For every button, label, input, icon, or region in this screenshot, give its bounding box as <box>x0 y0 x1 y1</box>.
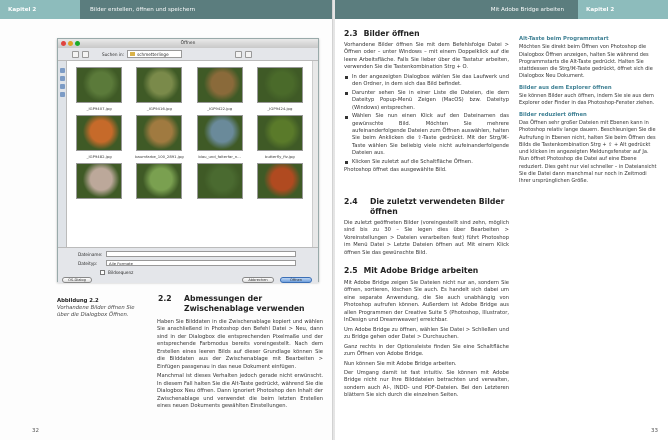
section-number: 2.4 <box>344 197 358 206</box>
thumbnail-caption: _IGP9407.jpg <box>86 106 112 111</box>
section-heading-2-3 <box>344 29 420 39</box>
filetype-row <box>78 260 296 266</box>
dialog-footer <box>58 247 318 283</box>
thumbnail-image <box>197 67 243 103</box>
thumbnail-image <box>136 115 182 151</box>
section-number: 2.3 <box>344 29 358 38</box>
paragraph: Ganz rechts in der Optionsleiste finden Sie eine Schaltfläche zum Öffnen von Adobe Bridge. <box>344 343 509 358</box>
thumbnail-image <box>136 67 182 103</box>
place-icon <box>60 68 65 73</box>
paragraph: Der Umgang damit ist fast intuitiv. Sie können mit Adobe Bridge nicht nur Ihre Bilddateien betrachten und verwalten, sondern auch AI-, INDD- und PDF-Dateien. Bei den Letzteren blättern Sie sich durch die einzelnen Seiten. <box>344 369 509 399</box>
folder-name: schmetterlinge <box>137 51 169 57</box>
running-title: Bilder erstellen, öffnen und speichern <box>80 0 333 19</box>
thumbnail-item <box>194 67 246 111</box>
sidebar-text: Möchten Sie direkt beim Öffnen von Photoshop die Dialogbox Öffnen anzeigen, halten Sie während des Programmstarts die Alt-Taste gedrückt. Halten Sie stattdessen die Strg/⌘-Taste gedrückt, öffnet sich die Dialogbox Neu Dokument. <box>519 44 653 80</box>
folder-icon <box>130 52 135 56</box>
body-text-2-3 <box>344 42 509 177</box>
filetype-select: Alle Formate <box>106 260 296 266</box>
thumbnail-item <box>73 67 125 111</box>
thumbnail-image <box>257 163 303 199</box>
sidebar-heading: Bilder aus dem Explorer öffnen <box>519 84 612 91</box>
thumbnail-caption: _IGP9416.jpg <box>146 106 172 111</box>
sidebar-text: Sie können Bilder auch öffnen, indem Sie sie aus dem Explorer oder Finder in das Photoshop-Fenster ziehen. <box>519 93 655 107</box>
page-number-right: 33 <box>651 428 658 434</box>
dialog-toolbar <box>58 48 318 61</box>
dialog-titlebar <box>58 39 318 48</box>
thumbnail-item <box>73 115 125 159</box>
os-dialog-button: OS-Dialog <box>62 277 92 283</box>
chapter-tab: Kapitel 2 <box>578 0 668 19</box>
sidebar-heading: Bilder reduziert öffnen <box>519 111 587 118</box>
new-folder-icon <box>245 51 252 58</box>
look-in-label: Suchen in: <box>102 51 125 57</box>
dialog-body <box>58 61 318 247</box>
filetype-label: Dateityp: <box>78 260 98 266</box>
thumbnail-item <box>194 115 246 159</box>
close-dot-icon <box>61 41 66 46</box>
places-sidebar <box>58 61 67 247</box>
thumbnail-image <box>197 163 243 199</box>
checkbox-box <box>100 270 105 275</box>
chapter-tab: Kapitel 2 <box>0 0 80 19</box>
section-heading-2-2 <box>158 294 323 314</box>
thumbnail-caption: blau_und_falterfar_n... <box>198 154 241 159</box>
bullet-item: Darunter sehen Sie in einer Liste die Dateien, die dem Dateityp Popup-Menü Zeigen (MacOS) bzw. Dateityp (Windows) entsprechen. <box>344 90 509 112</box>
bullet-item: Wählen Sie nun einen Klick auf den Dateinamen das gewünschte Bild. Möchten Sie mehrere aufeinanderfolgende Dateien zum Öffnen auswählen, halten Sie beim Anklicken die ⇧-Taste gedrückt. Mit der Strg/⌘-Taste wählen Sie beliebig viele nicht aufeinanderfolgende Dateien aus. <box>344 113 509 158</box>
bullet-list <box>344 74 509 166</box>
thumbnail-image <box>76 115 122 151</box>
paragraph: Nun können Sie mit Adobe Bridge arbeiten. <box>344 360 457 367</box>
thumbnail-caption: butterfly_fiv.jpg <box>265 154 295 159</box>
paragraph: Haben Sie Bilddaten in die Zwischenablage kopiert und wählen Sie anschließend in Photoshop den Befehl Datei > Neu, dann sind in der Dialogbox die entsprechenden Pixelmaße und der entsprechende Farbmodus bereits voreingestellt. Nach dem Erstellen eines leeren Bilds auf dieser Grundlage können Sie die Bilddaten aus der Zwischenablage mit Bearbeiten > Einfügen passgenau in das neue Dokument einfügen. <box>157 319 323 370</box>
margin-sidebar <box>519 32 657 190</box>
dialog-title: Öffnen <box>180 41 196 46</box>
thumbnail-caption: baumfarbe_100_2891.jpg <box>135 154 184 159</box>
page-number-left: 32 <box>32 428 39 434</box>
paragraph: Die zuletzt geöffneten Bilder (voreingestellt sind zehn, möglich sind bis zu 30 – Sie legen dies über Bearbeiten > Voreinstellungen > Dateien verarbeiten fest) führt Photoshop im Menü Datei > Letzte Dateien öffnen auf. Mit einem Klick öffnen Sie das gewünschte Bild. <box>344 220 509 256</box>
left-header <box>0 0 333 19</box>
section-number: 2.2 <box>158 294 172 303</box>
body-text-left <box>157 319 323 412</box>
paragraph: Photoshop öffnet das ausgewählte Bild. <box>344 167 447 174</box>
thumbnail-image <box>76 163 122 199</box>
thumbnail-grid <box>67 61 312 247</box>
window-controls <box>61 41 80 46</box>
sequence-checkbox <box>100 270 133 275</box>
figure-caption <box>57 298 145 318</box>
section-title: Abmessungen der Zwischenablage verwenden <box>184 294 305 313</box>
cancel-button: Abbrechen <box>242 277 274 283</box>
figure-caption-text: Vorhandene Bilder öffnen Sie über die Dialogbox Öffnen. <box>57 304 135 318</box>
filename-row <box>78 251 296 257</box>
paragraph: Mit Adobe Bridge zeigen Sie Dateien nicht nur an, sondern Sie öffnen, sortieren, löschen Sie auch. Es handelt sich dabei um eine separate Anwendung, die Sie auch unabhängig von Photoshop aufrufen können. Außerdem ist Adobe Bridge aus allen Programmen der Creative Suite 5 (Photoshop, Illustrator, InDesign und Dreamweaver) erreichbar. <box>344 280 509 324</box>
zoom-dot-icon <box>75 41 80 46</box>
section-heading-2-4 <box>344 197 514 217</box>
minimize-dot-icon <box>68 41 73 46</box>
thumbnail-image <box>197 115 243 151</box>
thumbnail-item <box>133 67 185 111</box>
filename-input <box>106 251 296 257</box>
section-number: 2.5 <box>344 266 358 275</box>
sequence-label: Bildsequenz <box>108 270 134 275</box>
thumbnail-item <box>254 163 306 202</box>
open-dialog-screenshot <box>57 38 319 282</box>
figure-label: Abbildung 2.2 <box>57 298 99 304</box>
thumbnail-item <box>133 115 185 159</box>
thumbnail-caption: _IGP9422.jpg <box>207 106 233 111</box>
sidebar-heading: Alt-Taste beim Programmstart <box>519 36 609 42</box>
section-title: Bilder öffnen <box>363 29 420 38</box>
folder-select <box>127 50 182 58</box>
section-title: Die zuletzt verwendeten Bilder öffnen <box>370 197 505 216</box>
paragraph: Um Adobe Bridge zu öffnen, wählen Sie Datei > Schließen und zu Bridge gehen oder Datei > Durchsuchen. <box>344 326 509 341</box>
thumbnail-item <box>133 163 185 202</box>
thumbnail-item <box>73 163 125 202</box>
body-text-2-5 <box>344 280 509 402</box>
thumbnail-image <box>257 67 303 103</box>
bullet-item: In der angezeigten Dialogbox wählen Sie das Laufwerk und den Ordner, in dem sich das Bild befindet. <box>344 74 509 89</box>
thumbnail-image <box>136 163 182 199</box>
right-header <box>335 0 668 19</box>
place-icon <box>60 84 65 89</box>
section-heading-2-5 <box>344 266 478 276</box>
thumbnail-item <box>254 67 306 111</box>
thumbnail-image <box>257 115 303 151</box>
thumbnail-caption: _IGP9424.jpg <box>267 106 293 111</box>
open-button: Öffnen <box>280 277 312 283</box>
section-title: Mit Adobe Bridge arbeiten <box>363 266 479 275</box>
thumbnail-item <box>194 163 246 202</box>
right-page <box>335 0 668 440</box>
thumbnail-caption: _IGP9482.jpg <box>86 154 112 159</box>
back-icon <box>72 51 79 58</box>
bullet-item: Klicken Sie zuletzt auf die Schaltfläche Öffnen. <box>344 159 509 166</box>
paragraph: Manchmal ist dieses Verhalten jedoch gerade nicht erwünscht. In diesem Fall halten Sie die Alt-Taste gedrückt, während Sie die Dialogbox Neu öffnen. Dann ignoriert Photoshop den Inhalt der Zwischenablage und verwendet die beim letzten Erstellen eines neuen Dokuments gewählten Einstellungen. <box>157 373 323 409</box>
body-text-2-4 <box>344 220 509 259</box>
place-icon <box>60 92 65 97</box>
scrollbar <box>312 61 318 247</box>
thumbnail-item <box>254 115 306 159</box>
sidebar-text: Das Öffnen sehr großer Dateien mit Ebenen kann in Photoshop relativ lange dauern. Beschleunigen Sie die Aufrufung in Ebenen nicht, halten Sie beim Öffnen des Bilds die Tastenkombination Strg + ⇧ + Alt gedrückt und klicken im angezeigten Meldungsfenster auf Ja. Nun öffnet Photoshop die Datei auf eine Ebene reduziert. Dies geht nur viel schneller – in Dateiansicht Sie die Datei dann manchmal nur noch in Zeitmodi Ihrer ursprünglichen Größe. <box>519 119 657 185</box>
left-page <box>0 0 333 440</box>
place-icon <box>60 76 65 81</box>
thumbnail-image <box>76 67 122 103</box>
running-title: Mit Adobe Bridge arbeiten <box>335 0 578 19</box>
filename-label: Dateiname: <box>78 251 103 257</box>
view-icon <box>235 51 242 58</box>
paragraph: Vorhandene Bilder öffnen Sie mit dem Befehlsfolge Datei > Öffnen oder – unter Windows – mit einem Doppelklick auf die leere Arbeitsfläche. Falls Sie lieber über die Tastatur arbeiten, verwenden Sie die Tastenkombination Strg + O. <box>344 42 509 71</box>
forward-icon <box>82 51 89 58</box>
